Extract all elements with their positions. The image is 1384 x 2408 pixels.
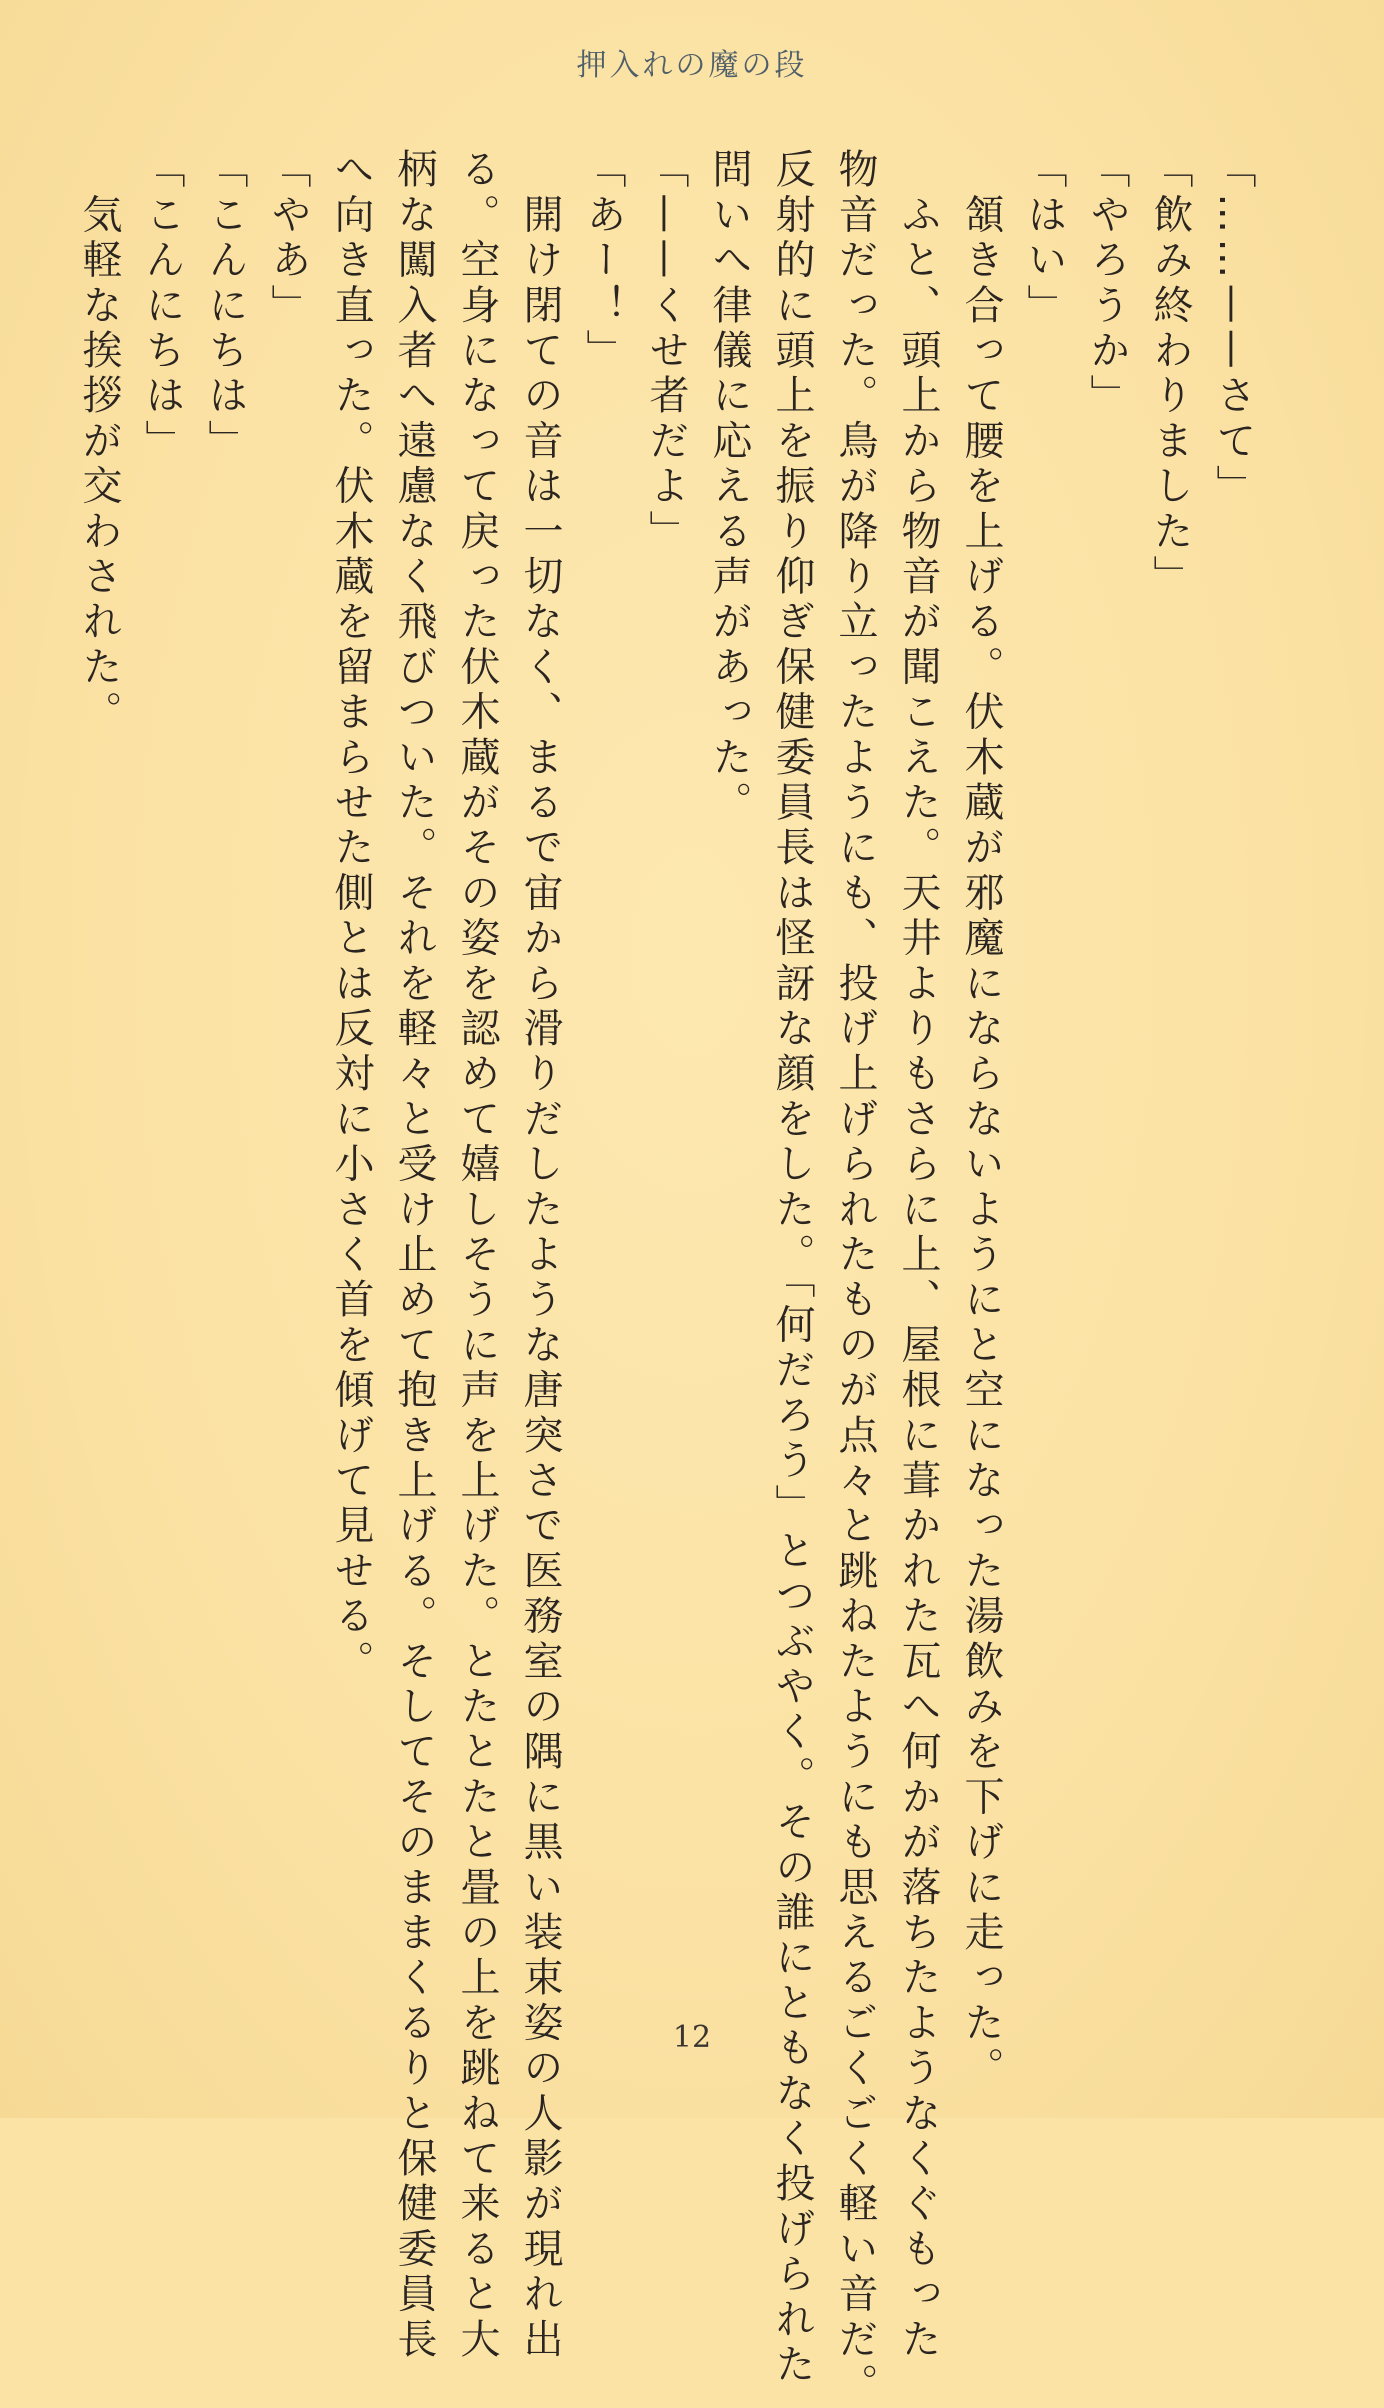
text-line: 「やあ」 (265, 148, 311, 329)
page-number: 12 (672, 2020, 712, 2055)
text-line: 「こんにちは」 (139, 148, 185, 465)
text-line: 「やろうか」 (1084, 148, 1130, 420)
text-line: 「——くせ者だよ」 (643, 148, 689, 555)
text-line: 問いへ律儀に応える声があった。 (706, 148, 752, 826)
running-header-title: 押入れの魔の段 (576, 48, 808, 83)
text-line: 気軽な挨拶が交わされた。 (76, 148, 122, 736)
text-line: ふと、頭上から物音が聞こえた。天井よりもさらに上、屋根に葺かれた瓦へ何かが落ちたようなくぐもった (895, 148, 941, 2363)
text-line: 「はい」 (1021, 148, 1067, 329)
text-line: 「あー！」 (580, 148, 626, 374)
text-line: 「飲み終わりました」 (1147, 148, 1193, 600)
text-line: 「こんにちは」 (202, 148, 248, 465)
text-line: 反射的に頭上を振り仰ぎ保健委員長は怪訝な顔をした。「何だろう」とつぶやく。その誰にともなく投げられた (769, 148, 815, 2388)
text-line: 頷き合って腰を上げる。伏木蔵が邪魔にならないようにと空になった湯飲みを下げに走った。 (958, 148, 1004, 2092)
text-line: 開け閉ての音は一切なく、まるで宙から滑りだしたような唐突さで医務室の隅に黒い装束姿の人影が現れ出 (517, 148, 563, 2363)
text-line: 柄な闖入者へ遠慮なく飛びついた。それを軽々と受け止めて抱き上げる。そしてそのままくるりと保健委員長 (391, 148, 437, 2363)
text-line: る。空身になって戻った伏木蔵がその姿を認めて嬉しそうに声を上げた。とたとたと畳の上を跳ねて来ると大 (454, 148, 500, 2363)
text-line: へ向き直った。伏木蔵を留まらせた側とは反対に小さく首を傾げて見せる。 (328, 148, 374, 1685)
text-line: 「……——さて」 (1210, 148, 1256, 510)
text-line: 物音だった。鳥が降り立ったようにも、投げ上げられたものが点々と跳ねたようにも思えるごくごく軽い音だ。 (832, 148, 878, 2408)
